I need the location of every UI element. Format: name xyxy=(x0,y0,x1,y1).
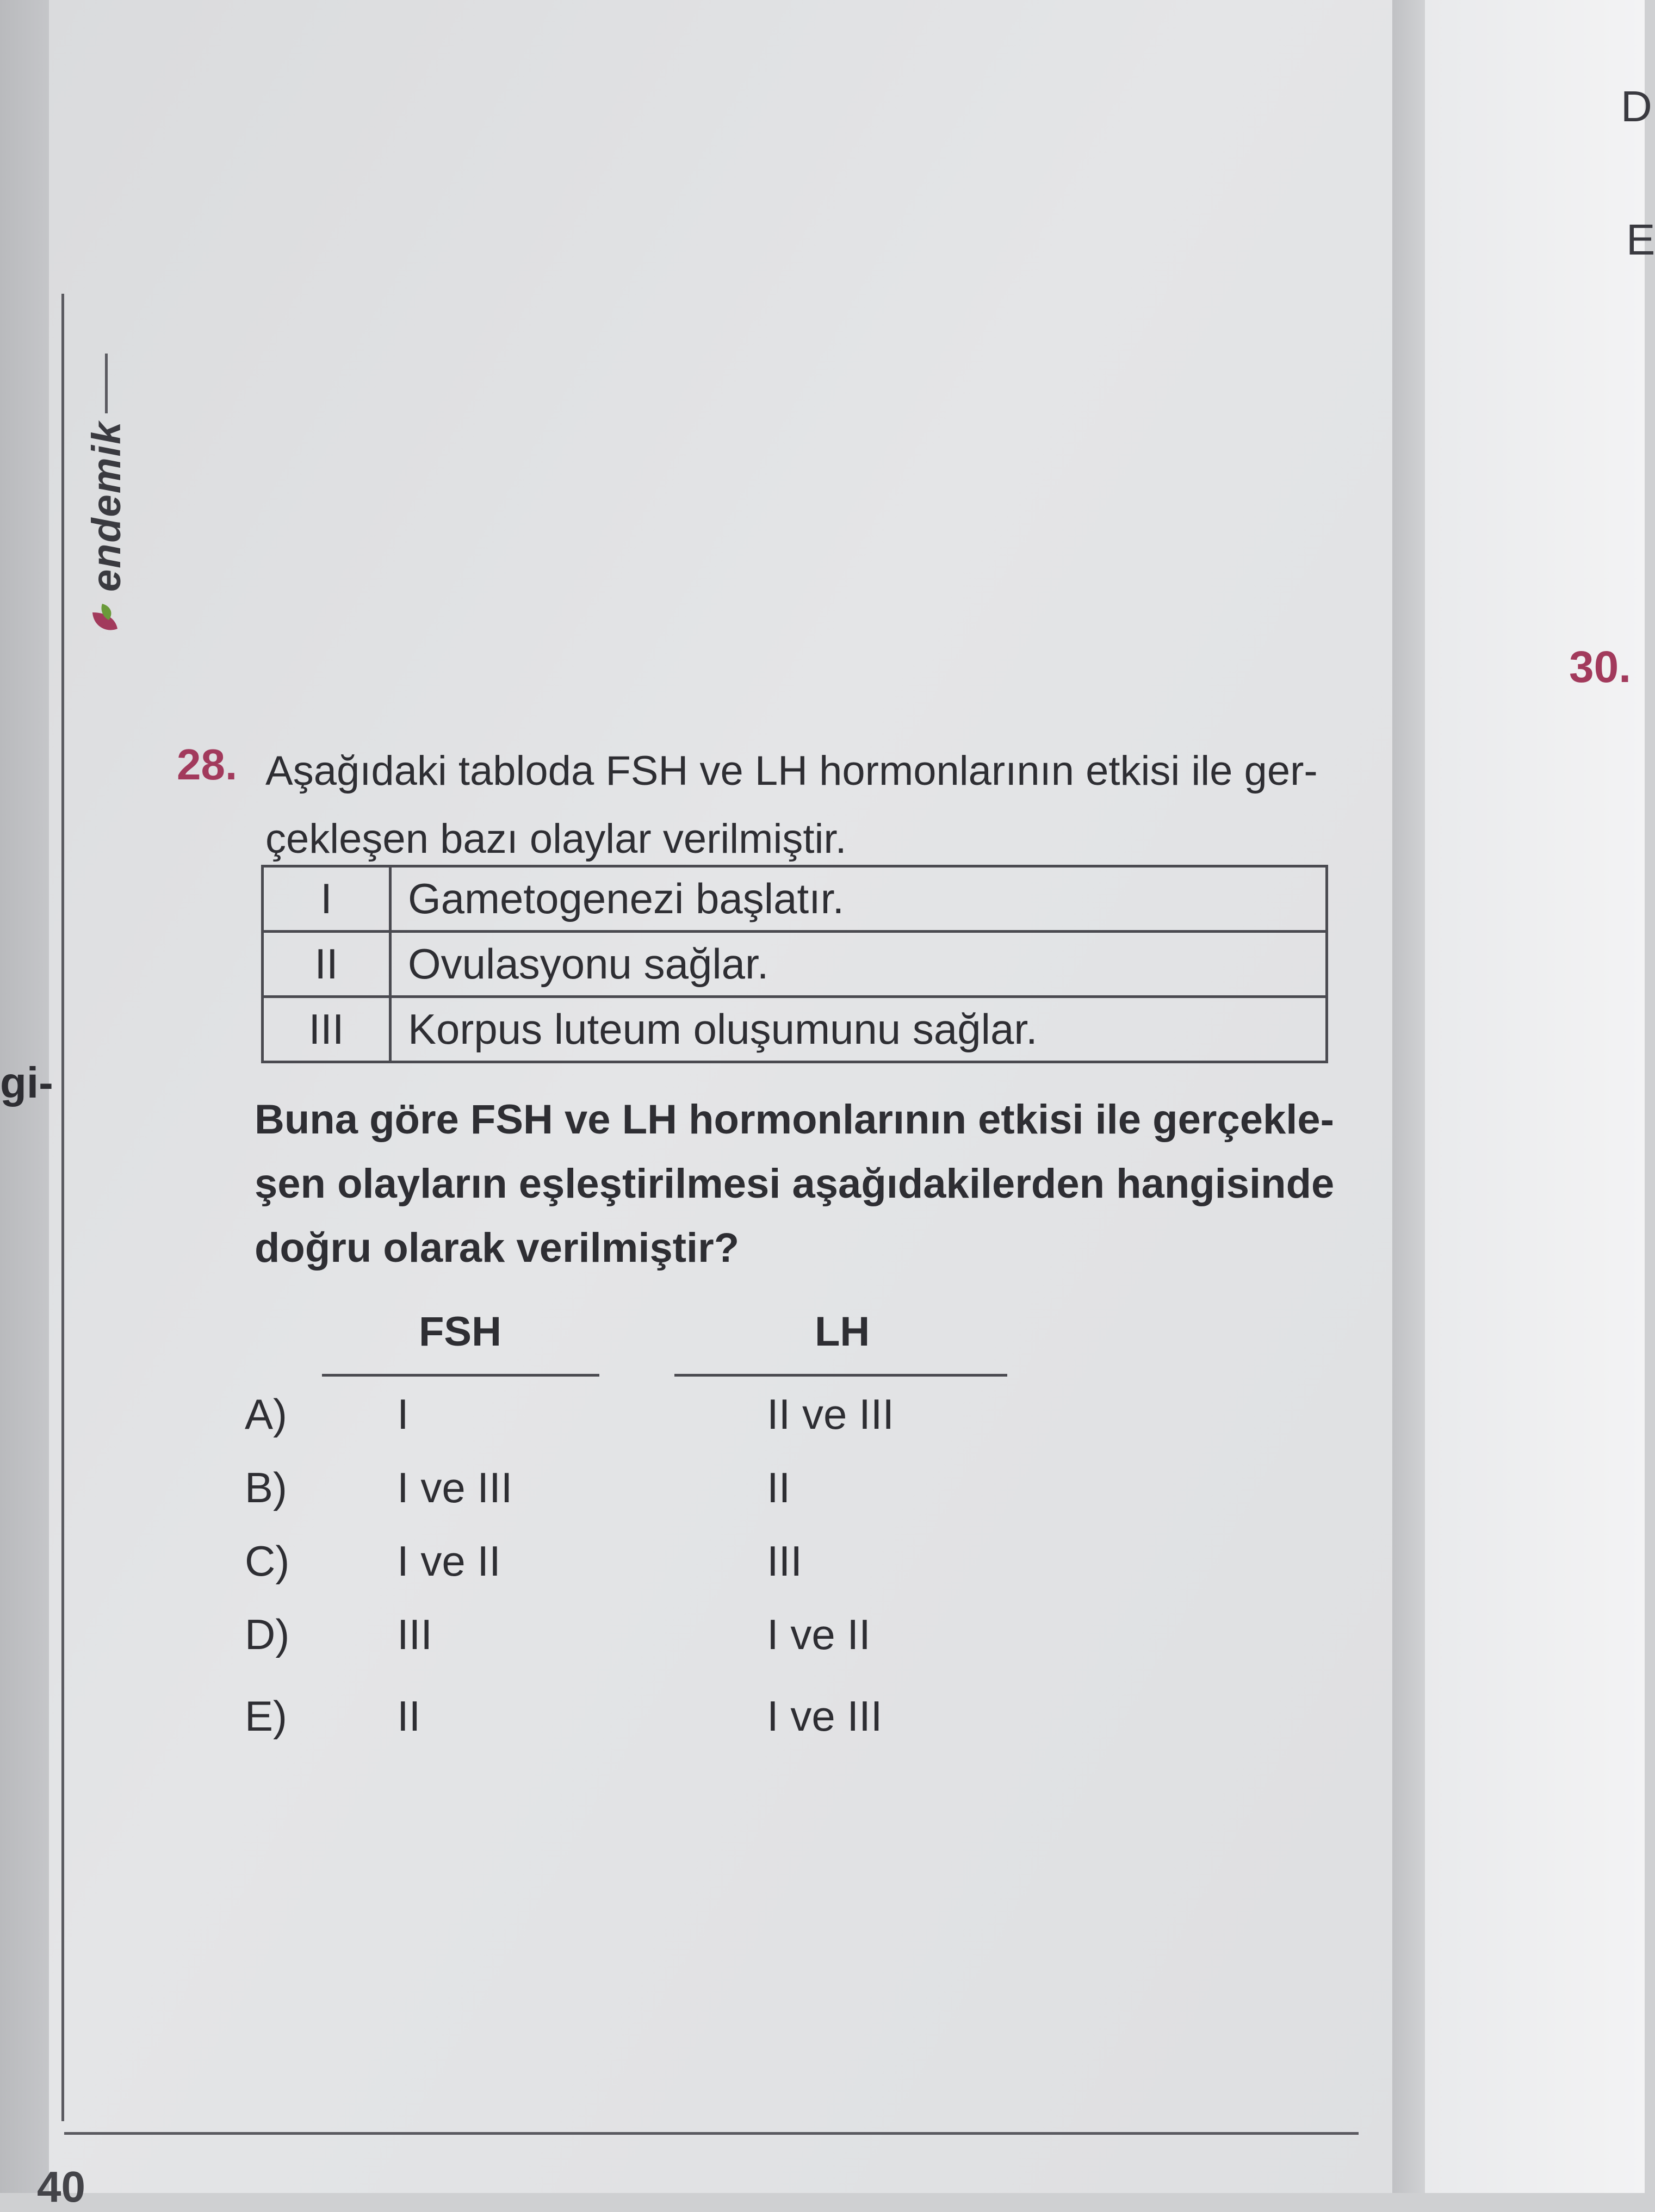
next-question-number: 30. xyxy=(1569,642,1631,692)
option-letter: A) xyxy=(245,1390,287,1438)
table-row xyxy=(263,997,1327,1062)
fsh-column-rule xyxy=(322,1374,599,1377)
option-letter: B) xyxy=(245,1464,287,1511)
question-prompt-line: Buna göre FSH ve LH hormonlarının etkisi ile gerçekle- xyxy=(255,1096,1334,1143)
option-fsh-value: II xyxy=(397,1692,421,1740)
right-page-fragment: E xyxy=(1626,215,1655,264)
option-fsh-value: I ve III xyxy=(397,1464,513,1511)
option-letter: C) xyxy=(245,1537,290,1585)
question-prompt-line: doğru olarak verilmiştir? xyxy=(255,1225,740,1271)
table-row xyxy=(263,866,1327,932)
margin-rule xyxy=(61,294,64,2121)
option-letter: E) xyxy=(245,1692,287,1740)
event-numeral: I xyxy=(263,866,390,932)
option-lh-value: II xyxy=(767,1464,791,1511)
left-page-fragment: gi- xyxy=(0,1058,53,1107)
brand-rule xyxy=(105,354,108,413)
option-letter: D) xyxy=(245,1610,290,1658)
brand-vertical xyxy=(82,354,131,636)
option-lh-value: I ve III xyxy=(767,1692,883,1740)
event-text: Korpus luteum oluşumunu sağlar. xyxy=(390,997,1327,1062)
event-numeral: II xyxy=(263,932,390,997)
table-row xyxy=(263,932,1327,997)
bottom-rule xyxy=(64,2132,1359,2135)
question-prompt xyxy=(255,1088,1397,1280)
question-prompt-line: şen olayların eşleştirilmesi aşağıdakilerden hangisinde xyxy=(255,1161,1335,1207)
events-table xyxy=(261,865,1328,1063)
option-fsh-value: III xyxy=(397,1610,433,1658)
question-number: 28. xyxy=(177,740,238,789)
right-page-fragment: D xyxy=(1621,82,1652,131)
option-lh-value: II ve III xyxy=(767,1390,895,1438)
event-text: Ovulasyonu sağlar. xyxy=(390,932,1327,997)
fsh-column-header: FSH xyxy=(419,1309,501,1355)
event-text: Gametogenezi başlatır. xyxy=(390,866,1327,932)
question-intro-line: Aşağıdaki tabloda FSH ve LH hormonlarının etkisi ile ger- xyxy=(265,748,1318,794)
option-lh-value: III xyxy=(767,1537,803,1585)
question-intro xyxy=(265,737,1375,873)
option-fsh-value: I xyxy=(397,1390,409,1438)
lh-column-rule xyxy=(674,1374,1007,1377)
question-intro-line: çekleşen bazı olaylar verilmiştir. xyxy=(265,816,847,862)
brand-name: endemik xyxy=(83,420,129,592)
leaf-logo-icon xyxy=(87,598,125,636)
option-fsh-value: I ve II xyxy=(397,1537,501,1585)
lh-column-header: LH xyxy=(815,1309,870,1355)
event-numeral: III xyxy=(263,997,390,1062)
page-number: 40 xyxy=(37,2163,85,2211)
option-lh-value: I ve II xyxy=(767,1610,871,1658)
right-page xyxy=(1425,0,1645,2193)
